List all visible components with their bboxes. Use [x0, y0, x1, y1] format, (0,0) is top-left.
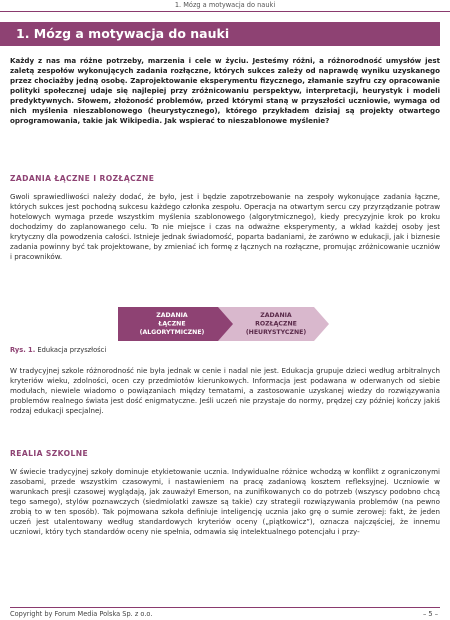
section-heading-school: REALIA SZKOLNE — [10, 449, 89, 458]
diagram-left-line2: ŁĄCZNE — [158, 320, 186, 328]
figure-caption-text: Edukacja przyszłości — [37, 346, 107, 354]
diagram-right-line3: (HEURYSTYCZNE) — [245, 329, 307, 336]
chapter-title: 1. Mózg a motywacja do nauki — [0, 22, 440, 46]
diagram-left-line1: ZADANIA — [156, 312, 188, 319]
tasks-diagram — [118, 306, 330, 342]
intro-block — [10, 56, 440, 126]
section2-block — [10, 467, 440, 537]
footer-copyright: Copyright by Forum Media Polska Sp. z o.o. — [10, 610, 153, 618]
section1-paragraph-2: W tradycyjnej szkole różnorodność nie była jednak w cenie i nadal nie jest. Edukacja grupuje dzieci według arbitralnych kryteriów wieku, zdolności, ocen czy przedmiotów kierunkowych. Informacja jest podawana w oderwanych od siebie modułach, niewiele wiadomo o powiązaniach między tematami, a zastosowanie uzyskanej wiedzy do rozwiązywania problemów realnego świata jest dość enigmatyczne. Jeśli uczeń nie przystaje do normy, prędzej czy później kończy jakiś rodzaj edukacji specjalnej. — [10, 366, 440, 416]
section1-block-2 — [10, 366, 440, 416]
footer-rule — [10, 607, 440, 608]
figure-caption-label: Rys. 1. — [10, 346, 36, 354]
diagram-right-line1: ZADANIA — [260, 312, 292, 319]
diagram-left-line3: (ALGORYTMICZNE) — [139, 329, 205, 336]
diagram-right-line2: ROZŁĄCZNE — [255, 320, 297, 328]
section1-paragraph: Gwoli sprawiedliwości należy dodać, że było, jest i będzie zapotrzebowanie na zespoły wykonujące zadania łączne, których sukces jest pochodną sukcesu każdego członka zespołu. Operacja na otwartym sercu czy przyrządzanie potraw hotelowych wymaga przede wszystkim myślenia szablonowego (algorytmicznego), kiedy precyzyjnie krok po kroku dochodzimy do zaplanowanego celu. To nie miejsce i czas na odważne eksperymenty, a wkład każdej osoby jest krytyczny dla powodzenia całości. Istnieje jednak świadomość, poparta badaniami, że zarówno w edukacji, jak i biznesie zadania powinny być tak projektowane, by zmieniać ich formę z łącznych na rozłączne, promując zróżnicowanie uczniów i pracowników. — [10, 192, 440, 262]
running-head: 1. Mózg a motywacja do nauki — [0, 0, 450, 12]
figure-caption — [10, 346, 106, 354]
section1-block — [10, 192, 440, 262]
section-heading-tasks: ZADANIA ŁĄCZNE I ROZŁĄCZNE — [10, 174, 155, 183]
section2-paragraph: W świecie tradycyjnej szkoły dominuje etykietowanie ucznia. Indywidualne różnice wchodzą w konflikt z ograniczonymi zasobami, przede wszystkim czasowymi, i nastawieniem na pracę zadaniową kosztem refleksyjnej. Uczniowie w warunkach presji czasowej wyglądają, jak zauważył Emerson, na zunifikowanych co do potrzeb (wszyscy podobno chcą tego samego), stylów poznawczych (siedmiolatki zawsze są takie) czy strategii rozwiązywania problemów (na pewno zrobią to w ten sposób). Tak pojmowana szkoła definiuje inteligencję ucznia jako grę o sumie zerowej: fakt, że jeden uczeń jest utalentowany według standardowych kryteriów oceny („piątkowicz”), oznacza najczęściej, że innemu uczniowi, który tych standardów oceny nie spełnia, odmawia się intelektualnego potencjału i przy- — [10, 467, 440, 537]
intro-paragraph: Każdy z nas ma różne potrzeby, marzenia i cele w życiu. Jesteśmy różni, a różnorodność umysłów jest zaletą zespołów wykonujących zadania rozłączne, których sukces zależy od naprawdę wyniku uzyskanego przez chociażby jedną osobę. Zaprojektowanie eksperymentu fizycznego, złamanie szyfru czy opracowanie polityki społecznej udaje się najlepiej przy zróżnicowaniu perspektyw, interpretacji, heurystyk i modeli predyktywnych. Słowem, złożoność problemów, przed którymi staną w przyszłości uczniowie, wymaga od nich myślenia nieszablonowego (heurystycznego), którego przykładem dzisiaj są projekty otwartego oprogramowania, takie jak Wikipedia. Jak wspierać to nieszablonowe myślenie? — [10, 56, 440, 126]
page-number: – 5 – — [423, 610, 438, 618]
